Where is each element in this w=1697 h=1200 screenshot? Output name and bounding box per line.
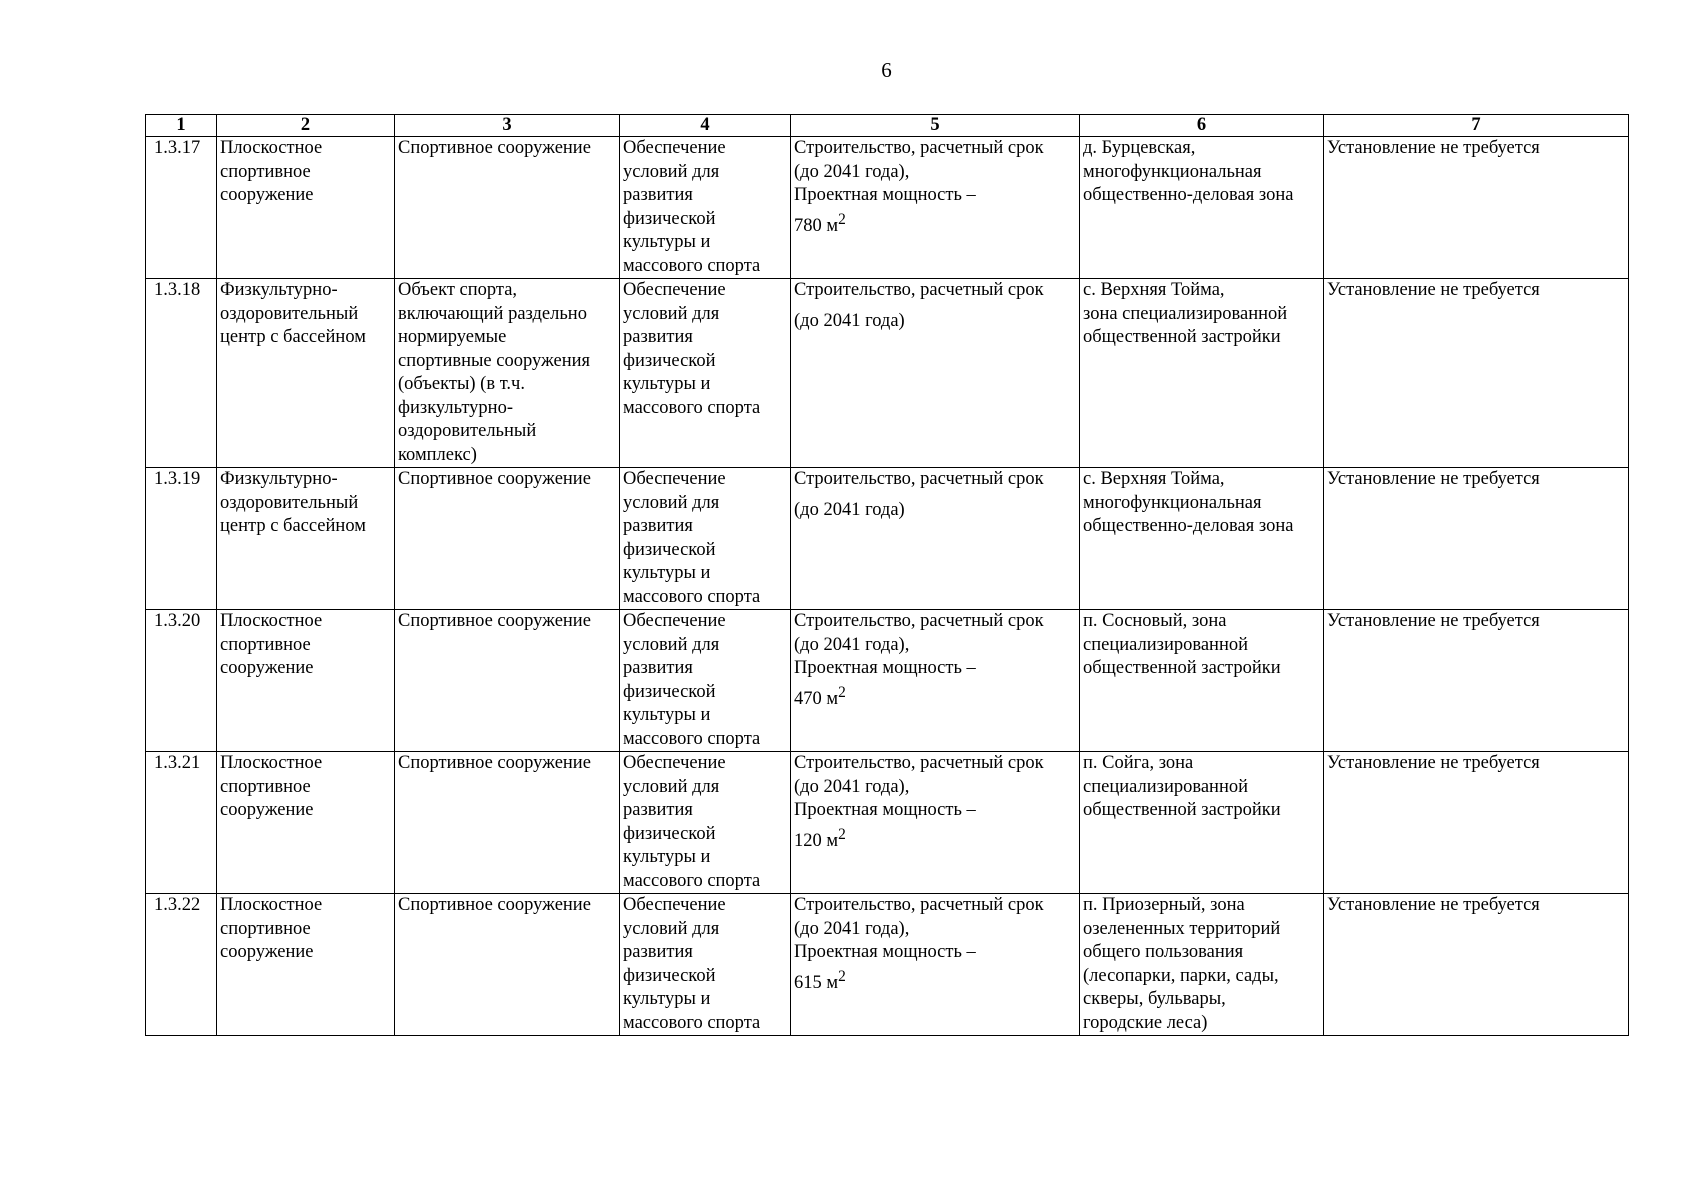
- status-text: Строительство, расчетный срок (до 2041 года), Проектная мощность – 470 м: [794, 611, 1044, 709]
- status-text: Строительство, расчетный срок (до 2041 года), Проектная мощность – 120 м: [794, 753, 1044, 851]
- object-purpose: Обеспечение условий для развития физической культуры и массового спорта: [620, 752, 791, 894]
- object-zones: Установление не требуется: [1324, 137, 1629, 279]
- column-header: 2: [217, 115, 395, 137]
- object-purpose: Обеспечение условий для развития физической культуры и массового спорта: [620, 610, 791, 752]
- object-name: Плоскостное спортивное сооружение: [217, 610, 395, 752]
- table-row: [146, 279, 1629, 468]
- object-type: Спортивное сооружение: [395, 752, 620, 894]
- object-zones: Установление не требуется: [1324, 468, 1629, 610]
- object-status: [791, 468, 1080, 610]
- column-header: 3: [395, 115, 620, 137]
- area-unit-exponent: 2: [838, 825, 846, 843]
- object-status: [791, 894, 1080, 1036]
- column-header: 1: [146, 115, 217, 137]
- header-row: [146, 115, 1629, 137]
- object-zones: Установление не требуется: [1324, 894, 1629, 1036]
- object-name: Плоскостное спортивное сооружение: [217, 752, 395, 894]
- object-status: [791, 752, 1080, 894]
- column-header: 4: [620, 115, 791, 137]
- object-location: с. Верхняя Тойма, многофункциональная общественно-деловая зона: [1080, 468, 1324, 610]
- table-row: [146, 752, 1629, 894]
- area-unit-exponent: 2: [838, 967, 846, 985]
- object-status: [791, 279, 1080, 468]
- object-status: [791, 610, 1080, 752]
- row-number: 1.3.17: [146, 137, 217, 279]
- status-text: Строительство, расчетный срок (до 2041 года), Проектная мощность – 780 м: [794, 138, 1044, 236]
- area-unit-exponent: 2: [838, 683, 846, 701]
- row-number: 1.3.18: [146, 279, 217, 468]
- area-unit-exponent: 2: [838, 210, 846, 228]
- row-number: 1.3.22: [146, 894, 217, 1036]
- status-text: Строительство, расчетный срок (до 2041 года): [794, 280, 1044, 331]
- status-text: Строительство, расчетный срок (до 2041 года): [794, 469, 1044, 520]
- object-location: п. Сойга, зона специализированной общественной застройки: [1080, 752, 1324, 894]
- row-number: 1.3.21: [146, 752, 217, 894]
- status-text: Строительство, расчетный срок (до 2041 года), Проектная мощность – 615 м: [794, 895, 1044, 993]
- object-purpose: Обеспечение условий для развития физической культуры и массового спорта: [620, 894, 791, 1036]
- object-purpose: Обеспечение условий для развития физической культуры и массового спорта: [620, 137, 791, 279]
- table-row: [146, 137, 1629, 279]
- object-zones: Установление не требуется: [1324, 610, 1629, 752]
- object-type: Спортивное сооружение: [395, 468, 620, 610]
- object-type: Спортивное сооружение: [395, 610, 620, 752]
- object-purpose: Обеспечение условий для развития физической культуры и массового спорта: [620, 279, 791, 468]
- table-row: [146, 610, 1629, 752]
- column-header: 6: [1080, 115, 1324, 137]
- object-location: с. Верхняя Тойма, зона специализированной общественной застройки: [1080, 279, 1324, 468]
- object-name: Плоскостное спортивное сооружение: [217, 894, 395, 1036]
- object-location: п. Приозерный, зона озелененных территорий общего пользования (лесопарки, парки, сады, скверы, бульвары, городские леса): [1080, 894, 1324, 1036]
- object-type: Спортивное сооружение: [395, 137, 620, 279]
- object-zones: Установление не требуется: [1324, 752, 1629, 894]
- row-number: 1.3.20: [146, 610, 217, 752]
- object-name: Физкультурно- оздоровительный центр с бассейном: [217, 279, 395, 468]
- table-row: [146, 894, 1629, 1036]
- row-number: 1.3.19: [146, 468, 217, 610]
- object-location: д. Бурцевская, многофункциональная общественно-деловая зона: [1080, 137, 1324, 279]
- object-name: Плоскостное спортивное сооружение: [217, 137, 395, 279]
- object-location: п. Сосновый, зона специализированной общественной застройки: [1080, 610, 1324, 752]
- column-header: 7: [1324, 115, 1629, 137]
- column-header: 5: [791, 115, 1080, 137]
- object-name: Физкультурно- оздоровительный центр с бассейном: [217, 468, 395, 610]
- object-zones: Установление не требуется: [1324, 279, 1629, 468]
- page-number: 6: [881, 58, 892, 82]
- object-type: Спортивное сооружение: [395, 894, 620, 1036]
- table-row: [146, 468, 1629, 610]
- object-purpose: Обеспечение условий для развития физической культуры и массового спорта: [620, 468, 791, 610]
- object-type: Объект спорта, включающий раздельно нормируемые спортивные сооружения (объекты) (в т.ч. физкультурно- оздоровительный комплекс): [395, 279, 620, 468]
- planned-objects-table: [145, 114, 1629, 1036]
- object-status: [791, 137, 1080, 279]
